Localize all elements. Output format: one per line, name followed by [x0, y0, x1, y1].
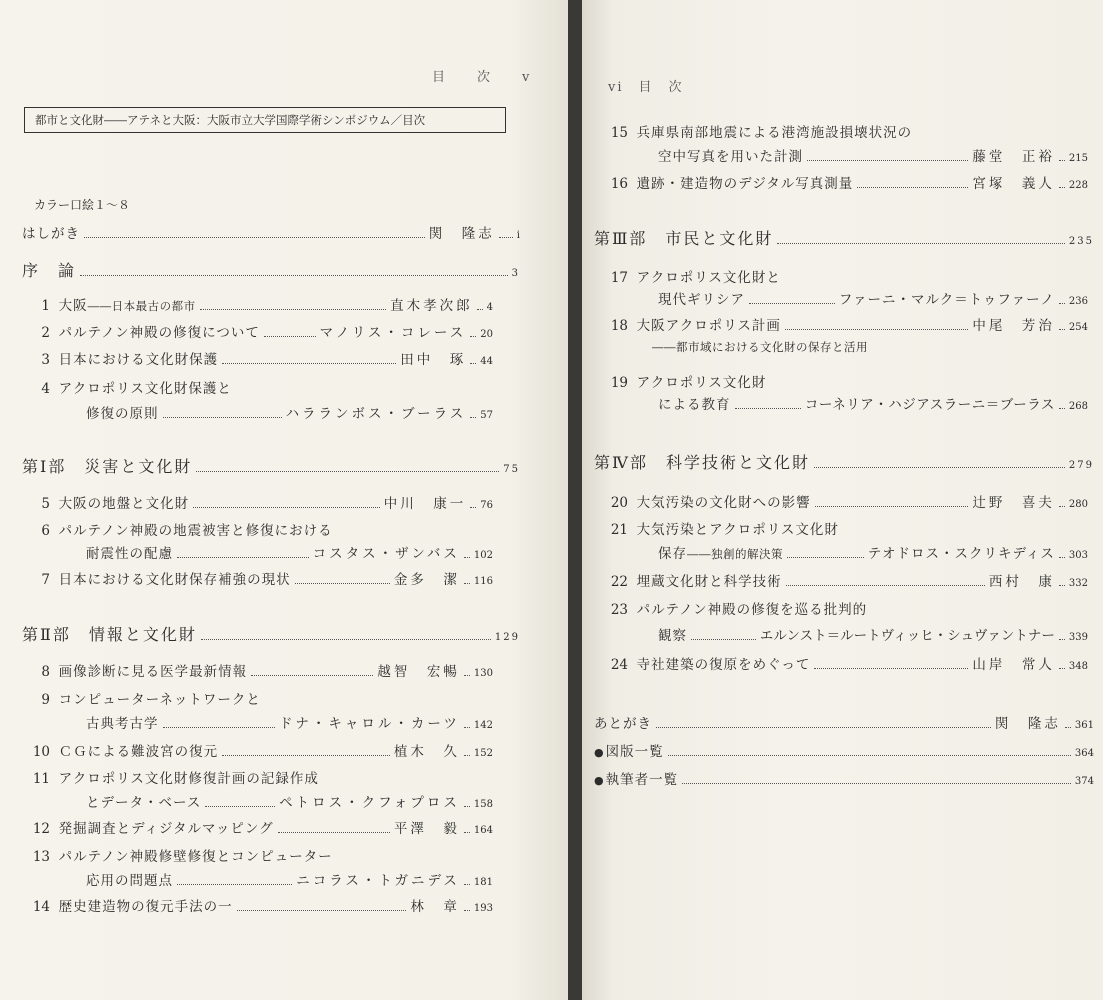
toc-entry-13-line2: 応用の問題点 ニコラス・トガニデス 181	[86, 873, 493, 889]
toc-entry-9-line1: 9 コンピューターネットワークと	[41, 692, 261, 708]
toc-entry-20: 20 大気汚染の文化財への影響 辻野 喜夫 280	[610, 495, 1088, 511]
toc-entry-6-line1: 6 パルテノン神殿の地震被害と修復における	[41, 523, 333, 539]
running-head: vi 目 次	[608, 80, 684, 95]
toc-entry-23-line2: 観察 エルンスト＝ルートヴィッヒ・シュヴァントナー 339	[658, 628, 1088, 644]
part-2-heading: 第Ⅱ部 情報と文化財 129	[22, 625, 520, 644]
toc-entry-4-line2: 修復の原則 ハラランボス・ブーラス 57	[86, 406, 493, 422]
toc-entry-19-line1: 19 アクロポリス文化財	[610, 375, 767, 391]
toc-entry-23-line1: 23 パルテノン神殿の修復を巡る批判的	[610, 602, 868, 618]
toc-entry-21-line2: 保存 ――独創的解決策 テオドロス・スクリキディス 303	[658, 546, 1088, 562]
toc-entry-15-line2: 空中写真を用いた計測 藤堂 正裕 215	[658, 149, 1088, 165]
toc-entry-18: 18 大阪アクロポリス計画 中尾 芳治 254	[610, 318, 1088, 334]
toc-entry-22: 22 埋蔵文化財と科学技術 西村 康 332	[610, 574, 1088, 590]
toc-entry-7: 7 日本における文化財保存補強の現状 金多 潔 116	[41, 572, 493, 588]
preface-entry: はしがき 関 隆志 i	[22, 226, 520, 242]
part-4-heading: 第Ⅳ部 科学技術と文化財 279	[594, 453, 1094, 472]
color-plates: カラー口絵１〜８	[34, 198, 131, 212]
toc-entry-15-line1: 15 兵庫県南部地震による港湾施設損壊状況の	[610, 125, 913, 141]
toc-entry-17-line2: 現代ギリシア ファーニ・マルク＝トゥファーノ 236	[658, 292, 1088, 308]
toc-entry-1: 1 大阪 ――日本最古の都市 直木孝次郎 4	[41, 298, 493, 314]
toc-entry-9-line2: 古典考古学 ドナ・キャロル・カーツ 142	[86, 716, 493, 732]
toc-entry-4-line1: 4 アクロポリス文化財保護と	[41, 381, 232, 397]
figures-list-entry: ● 図版一覧 364	[594, 744, 1094, 760]
toc-entry-21-line1: 21 大気汚染とアクロポリス文化財	[610, 522, 839, 538]
toc-entry-10: 10 ＣＧによる難波宮の復元 植木 久 152	[32, 744, 493, 760]
bullet-icon: ●	[594, 746, 604, 759]
intro-heading: 序 論 3	[22, 261, 520, 280]
toc-entry-13-line1: 13 パルテノン神殿修壁修復とコンピューター	[32, 849, 333, 865]
afterword-entry: あとがき 関 隆志 361	[594, 716, 1094, 732]
toc-entry-18-subtitle: ――都市域における文化財の保存と活用	[652, 340, 868, 354]
contributors-list-entry: ● 執筆者一覧 374	[594, 772, 1094, 788]
toc-entry-5: 5 大阪の地盤と文化財 中川 康一 76	[41, 496, 493, 512]
toc-entry-24: 24 寺社建築の復原をめぐって 山岸 常人 348	[610, 657, 1088, 673]
book-title-box: 都市と文化財――アテネと大阪：大阪市立大学国際学術シンポジウム／目次	[24, 107, 506, 133]
toc-entry-14: 14 歴史建造物の復元手法の一 林 章 193	[32, 899, 493, 915]
bullet-icon: ●	[594, 774, 604, 787]
toc-entry-11-line2: とデータ・ベース ペトロス・クフォプロス 158	[86, 795, 493, 811]
toc-entry-11-line1: 11 アクロポリス文化財修復計画の記録作成	[32, 771, 319, 787]
part-3-heading: 第Ⅲ部 市民と文化財 235	[594, 229, 1094, 248]
toc-entry-16: 16 遺跡・建造物のデジタル写真測量 宮塚 義人 228	[610, 176, 1088, 192]
toc-entry-17-line1: 17 アクロポリス文化財と	[610, 270, 781, 286]
running-head: 目 次 v	[432, 70, 532, 85]
toc-entry-3: 3 日本における文化財保護 田中 琢 44	[41, 352, 493, 368]
toc-entry-12: 12 発掘調査とディジタルマッピング 平澤 毅 164	[32, 821, 493, 837]
toc-entry-8: 8 画像診断に見る医学最新情報 越智 宏暢 130	[41, 664, 493, 680]
right-page	[582, 0, 1103, 1000]
toc-entry-19-line2: による教育 コーネリア・ハジアスラーニ＝ブーラス 268	[658, 397, 1088, 413]
book-gutter	[568, 0, 582, 1000]
part-1-heading: 第Ⅰ部 災害と文化財 75	[22, 457, 520, 476]
toc-entry-2: 2 パルテノン神殿の修復について マノリス・コレース 20	[41, 325, 493, 341]
toc-entry-6-line2: 耐震性の配慮 コスタス・ザンバス 102	[86, 546, 493, 562]
